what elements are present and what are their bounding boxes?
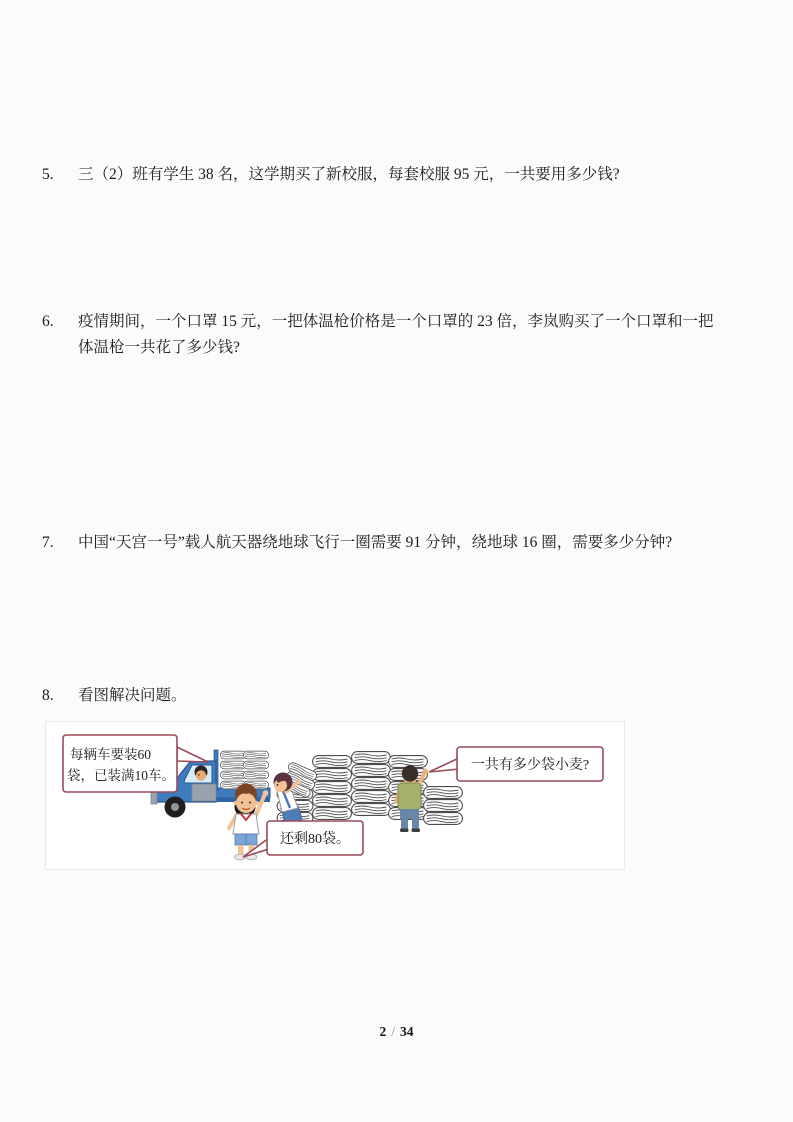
question-6-line1: 疫情期间，一个口罩 15 元，一把体温枪价格是一个口罩的 23 倍，李岚购买了一个口罩和一把 xyxy=(78,313,714,330)
question-6-text xyxy=(78,309,714,361)
page-footer xyxy=(0,1024,793,1040)
truck-front-wheel xyxy=(165,797,186,818)
bubble-bottom-text: 还剩80袋。 xyxy=(280,832,350,847)
truck-load-sacks xyxy=(220,751,268,789)
question-7-text xyxy=(78,530,672,556)
question-6-number: 6. xyxy=(42,313,54,330)
bubble-right-text: 一共有多少袋小麦? xyxy=(470,758,590,773)
page-number-separator: / xyxy=(391,1024,395,1039)
question-5 xyxy=(42,162,620,188)
speech-bubble-right xyxy=(429,747,603,781)
question-8-number: 8. xyxy=(42,687,54,704)
question-7 xyxy=(42,530,672,556)
question-8-line1: 看图解决问题。 xyxy=(78,687,187,704)
bubble-left-line2: 袋，已装满10车。 xyxy=(67,768,175,783)
page-number-current: 2 xyxy=(379,1024,387,1039)
page-number-total: 34 xyxy=(400,1024,414,1039)
wheat-bags-scene xyxy=(46,722,624,869)
question-8 xyxy=(42,683,187,709)
question-5-text xyxy=(78,162,620,188)
question-5-number: 5. xyxy=(42,166,54,183)
truck-bumper xyxy=(151,792,157,804)
question-7-number: 7. xyxy=(42,534,54,551)
question-6-line2: 体温枪一共花了多少钱? xyxy=(78,339,240,356)
question-6 xyxy=(42,309,714,361)
question-7-line1: 中国“天宫一号”载人航天器绕地球飞行一圈需要 91 分钟，绕地球 16 圈，需要多少分钟? xyxy=(78,534,673,551)
truck-door xyxy=(192,784,216,801)
question-8-text xyxy=(78,683,187,709)
question-8-illustration xyxy=(45,721,625,870)
question-5-line1: 三（2）班有学生 38 名，这学期买了新校服，每套校服 95 元，一共要用多少钱? xyxy=(78,166,620,183)
speech-bubble-bottom xyxy=(243,821,363,857)
bubble-left-line1: 每辆车要装60 xyxy=(70,747,151,762)
